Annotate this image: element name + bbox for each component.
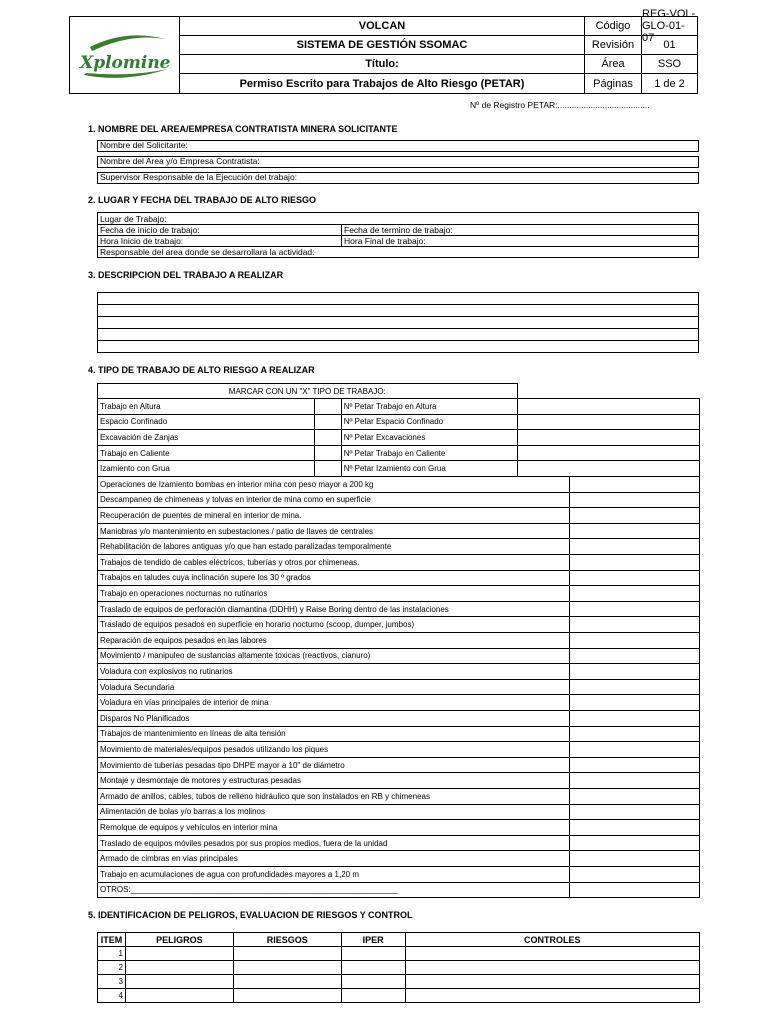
activity-row (98, 804, 700, 820)
descripcion-box[interactable] (97, 292, 699, 353)
activity-row (98, 695, 700, 711)
activity-row (98, 679, 700, 695)
activity-checkbox[interactable] (570, 539, 700, 555)
activity-label: Recuperación de puentes de mineral en interior de mina. (98, 508, 570, 524)
petar-number-field[interactable] (517, 430, 699, 446)
petar-number-label: Nº Petar Espacio Confinado (341, 414, 517, 430)
header-row-2 (180, 36, 697, 55)
activity-label: Trabajo en operaciones nocturnas no rutinarios (98, 586, 570, 602)
iper-cell[interactable] (341, 975, 405, 989)
activity-label: Reparación de equipos pesados en las labores (98, 633, 570, 649)
controles-cell[interactable] (405, 989, 699, 1003)
activity-label: Maniobras y/o mantenimiento en subestaciones / patio de llaves de centrales (98, 523, 570, 539)
activity-row (98, 477, 700, 493)
pages-label: Páginas (585, 74, 642, 93)
hora-final-field[interactable]: Hora Final de trabajo: (344, 236, 426, 246)
activity-checkbox[interactable] (570, 820, 700, 836)
company-name: VOLCAN (180, 17, 585, 35)
section-2-title: 2. LUGAR Y FECHA DEL TRABAJO DE ALTO RIESGO (88, 195, 317, 205)
hora-inicio-field[interactable]: Hora Inicio de trabajo: (100, 236, 184, 246)
type-label: Trabajo en Altura (98, 399, 315, 415)
petar-number-field[interactable] (517, 445, 699, 461)
item-number: 4 (98, 989, 126, 1003)
activity-checkbox[interactable] (570, 788, 700, 804)
title-label: Título: (180, 55, 585, 73)
type-label: Izamiento con Grua (98, 461, 315, 477)
petar-number-field[interactable] (517, 399, 699, 415)
area-label: Área (585, 55, 642, 73)
solicitante-field[interactable]: Nombre del Solicitante: (97, 140, 699, 152)
area-value: SSO (657, 58, 682, 70)
peligro-cell[interactable] (125, 947, 233, 961)
revision-label: Revisión (585, 36, 642, 54)
type-checkbox[interactable] (314, 414, 341, 430)
activity-label: Armado de cimbras en vías principales (98, 851, 570, 867)
activity-checkbox[interactable] (570, 492, 700, 508)
code-value: REG-VOL-GLO-01-07 (642, 8, 696, 44)
type-row (98, 430, 700, 446)
peligro-cell[interactable] (125, 975, 233, 989)
activity-row (98, 492, 700, 508)
item-number: 3 (98, 975, 126, 989)
peligro-cell[interactable] (125, 961, 233, 975)
system-name: SISTEMA DE GESTIÓN SSOMAC (180, 36, 585, 54)
type-row (98, 399, 700, 415)
type-row (98, 445, 700, 461)
activity-label: Trabajos en taludes cuya inclinación supere los 30 º grados (98, 570, 570, 586)
activity-checkbox[interactable] (570, 508, 700, 524)
activity-label: Traslado de equipos de perforación diamantina (DDHH) y Raise Boring dentro de las instalaciones (98, 601, 570, 617)
activity-checkbox[interactable] (570, 773, 700, 789)
controles-cell[interactable] (405, 961, 699, 975)
activity-label: Traslado de equipos móviles pesados por sus propios medios, fuera de la unidad (98, 835, 570, 851)
activity-row (98, 757, 700, 773)
table-row (98, 961, 700, 975)
section-4-title: 4. TIPO DE TRABAJO DE ALTO RIESGO A REALIZAR (88, 365, 315, 375)
activity-label: Trabajos de mantenimiento en líneas de alta tensión (98, 726, 570, 742)
section-1-title: 1. NOMBRE DEL AREA/EMPRESA CONTRATISTA MINERA SOLICITANTE (88, 124, 398, 134)
col-controles: CONTROLES (405, 933, 699, 947)
activity-label: Movimiento de tuberías pesadas tipo DHPE mayor a 10" de diámetro (98, 757, 570, 773)
riesgo-cell[interactable] (233, 947, 341, 961)
activity-label: Trabajos de tendido de cables eléctricos, tuberías y otros por chimeneas. (98, 555, 570, 571)
peligros-table (97, 932, 700, 1003)
activity-checkbox[interactable] (570, 523, 700, 539)
activity-row (98, 508, 700, 524)
activity-checkbox[interactable] (570, 835, 700, 851)
type-label: Espacio Confinado (98, 414, 315, 430)
petar-number-label: Nº Petar Trabajo en Altura (341, 399, 517, 415)
activity-row (98, 851, 700, 867)
activity-checkbox[interactable] (570, 601, 700, 617)
activity-row (98, 570, 700, 586)
activity-label: Montaje y desmontaje de motores y estructuras pesadas (98, 773, 570, 789)
type-checkbox[interactable] (314, 461, 341, 477)
riesgo-cell[interactable] (233, 961, 341, 975)
activity-checkbox[interactable] (570, 617, 700, 633)
activity-label: Movimiento / manipuleo de sustancias altamente toxicas (reactivos, cianuro) (98, 648, 570, 664)
controles-cell[interactable] (405, 975, 699, 989)
header-row-3 (180, 55, 697, 74)
activity-checkbox[interactable] (570, 695, 700, 711)
activity-checkbox[interactable] (570, 633, 700, 649)
responsable-field[interactable]: Responsable del area donde se desarrollara la actividad: (100, 247, 315, 257)
item-number: 2 (98, 961, 126, 975)
col-iper: IPER (341, 933, 405, 947)
type-row (98, 461, 700, 477)
area-empresa-field[interactable]: Nombre del Area y/o Empresa Contratista: (97, 156, 699, 168)
activity-row (98, 866, 700, 882)
activity-checkbox[interactable] (570, 866, 700, 882)
registro-petar: Nº de Registro PETAR:....................................... (470, 100, 650, 110)
svg-text:Xplomine: Xplomine (80, 53, 171, 73)
activity-checkbox[interactable] (570, 664, 700, 680)
activity-label: Voladura con explosivos no rutinarios (98, 664, 570, 680)
activity-row (98, 523, 700, 539)
activity-row (98, 773, 700, 789)
type-label: Excavación de Zanjas (98, 430, 315, 446)
activity-label: Traslado de equipos pesados en superficie en horario nocturno (scoop, dumper, jumbos) (98, 617, 570, 633)
supervisor-field[interactable]: Supervisor Responsable de la Ejecución del trabajo: (97, 172, 699, 184)
document-title: Permiso Escrito para Trabajos de Alto Riesgo (PETAR) (180, 74, 585, 93)
activity-label: Trabajo en acumulaciones de agua con profundidades mayores a 1,20 m (98, 866, 570, 882)
fecha-inicio-field[interactable]: Fecha de inicio de trabajo: (100, 225, 200, 235)
petar-number-label: Nº Petar Izamiento con Grua (341, 461, 517, 477)
table-row (98, 989, 700, 1003)
type-checkbox[interactable] (314, 430, 341, 446)
petar-number-field[interactable] (517, 414, 699, 430)
activity-checkbox[interactable] (570, 726, 700, 742)
col-riesgos: RIESGOS (233, 933, 341, 947)
controles-cell[interactable] (405, 947, 699, 961)
activity-row (98, 586, 700, 602)
peligro-cell[interactable] (125, 989, 233, 1003)
type-row (98, 414, 700, 430)
activity-label: Armado de anillos, cables, tubos de relleno hidráulico que son instalados en RB y chimeneas (98, 788, 570, 804)
table-header: MARCAR CON UN "X" TIPO DE TRABAJO: (98, 384, 518, 399)
table-row (98, 975, 700, 989)
activity-checkbox[interactable] (570, 757, 700, 773)
section-3-title: 3. DESCRIPCION DEL TRABAJO A REALIZAR (88, 270, 284, 280)
type-label: Trabajo en Caliente (98, 445, 315, 461)
company-logo (70, 17, 180, 93)
lugar-trabajo-field[interactable]: Lugar de Trabajo: (100, 214, 167, 224)
activity-label: Descampaneo de chimeneas y tolvas en interior de mina como en superficie (98, 492, 570, 508)
activity-label: Voladura en vías principales de interior de mina (98, 695, 570, 711)
pages-value: 1 de 2 (654, 77, 685, 90)
activity-checkbox[interactable] (570, 648, 700, 664)
activity-checkbox[interactable] (570, 882, 700, 898)
fecha-termino-field[interactable]: Fecha de termino de trabajo: (344, 225, 453, 235)
activity-checkbox[interactable] (570, 570, 700, 586)
activity-checkbox[interactable] (570, 679, 700, 695)
type-checkbox[interactable] (314, 445, 341, 461)
activity-label: Voladura Secundaria (98, 679, 570, 695)
type-checkbox[interactable] (314, 399, 341, 415)
activity-label: Alimentación de bolas y/o barras a los molinos (98, 804, 570, 820)
iper-cell[interactable] (341, 989, 405, 1003)
activity-label: OTROS:____________________________________________________________ (98, 882, 570, 898)
table-row (98, 947, 700, 961)
xplomine-logo-icon (70, 17, 178, 93)
activity-label: Disparos No Planificados (98, 710, 570, 726)
document-header (69, 8, 698, 94)
activity-row (98, 555, 700, 571)
activity-row (98, 617, 700, 633)
item-number: 1 (98, 947, 126, 961)
petar-number-label: Nº Petar Excavaciones (341, 430, 517, 446)
petar-number-label: Nº Petar Trabajo en Caliente (341, 445, 517, 461)
activity-row (98, 539, 700, 555)
code-label: Código (585, 17, 642, 35)
activity-row (98, 820, 700, 836)
activity-label: Movimiento de materiales/equipos pesados utilizando los piques (98, 742, 570, 758)
activity-checkbox[interactable] (570, 804, 700, 820)
section-5-title: 5. IDENTIFICACION DE PELIGROS, EVALUACION DE RIESGOS Y CONTROL (88, 910, 413, 920)
iper-cell[interactable] (341, 947, 405, 961)
activity-label: Remolque de equipos y vehículos en interior mina (98, 820, 570, 836)
iper-cell[interactable] (341, 961, 405, 975)
petar-number-field[interactable] (517, 461, 699, 477)
header-row-1 (180, 8, 697, 44)
lugar-fecha-box (97, 212, 699, 258)
activity-checkbox[interactable] (570, 477, 700, 493)
activity-row (98, 726, 700, 742)
activity-row (98, 664, 700, 680)
activity-row (98, 633, 700, 649)
activity-row (98, 648, 700, 664)
activity-label: Rehabilitación de labores antiguas y/o que han estado paralizadas temporalmente (98, 539, 570, 555)
header-row-4 (180, 74, 697, 93)
activity-row (98, 882, 700, 898)
col-item: ITEM (98, 933, 126, 947)
activity-label: Operaciones de Izamiento bombas en interior mina con peso mayor a 200 kg (98, 477, 570, 493)
tipo-trabajo-table (97, 383, 700, 898)
revision-value: 01 (663, 39, 676, 51)
activity-row (98, 742, 700, 758)
riesgo-cell[interactable] (233, 989, 341, 1003)
activity-checkbox[interactable] (570, 851, 700, 867)
activity-checkbox[interactable] (570, 586, 700, 602)
activity-row (98, 788, 700, 804)
activity-checkbox[interactable] (570, 710, 700, 726)
activity-row (98, 835, 700, 851)
col-peligros: PELIGROS (125, 933, 233, 947)
activity-row (98, 601, 700, 617)
activity-checkbox[interactable] (570, 742, 700, 758)
activity-checkbox[interactable] (570, 555, 700, 571)
activity-row (98, 710, 700, 726)
riesgo-cell[interactable] (233, 975, 341, 989)
